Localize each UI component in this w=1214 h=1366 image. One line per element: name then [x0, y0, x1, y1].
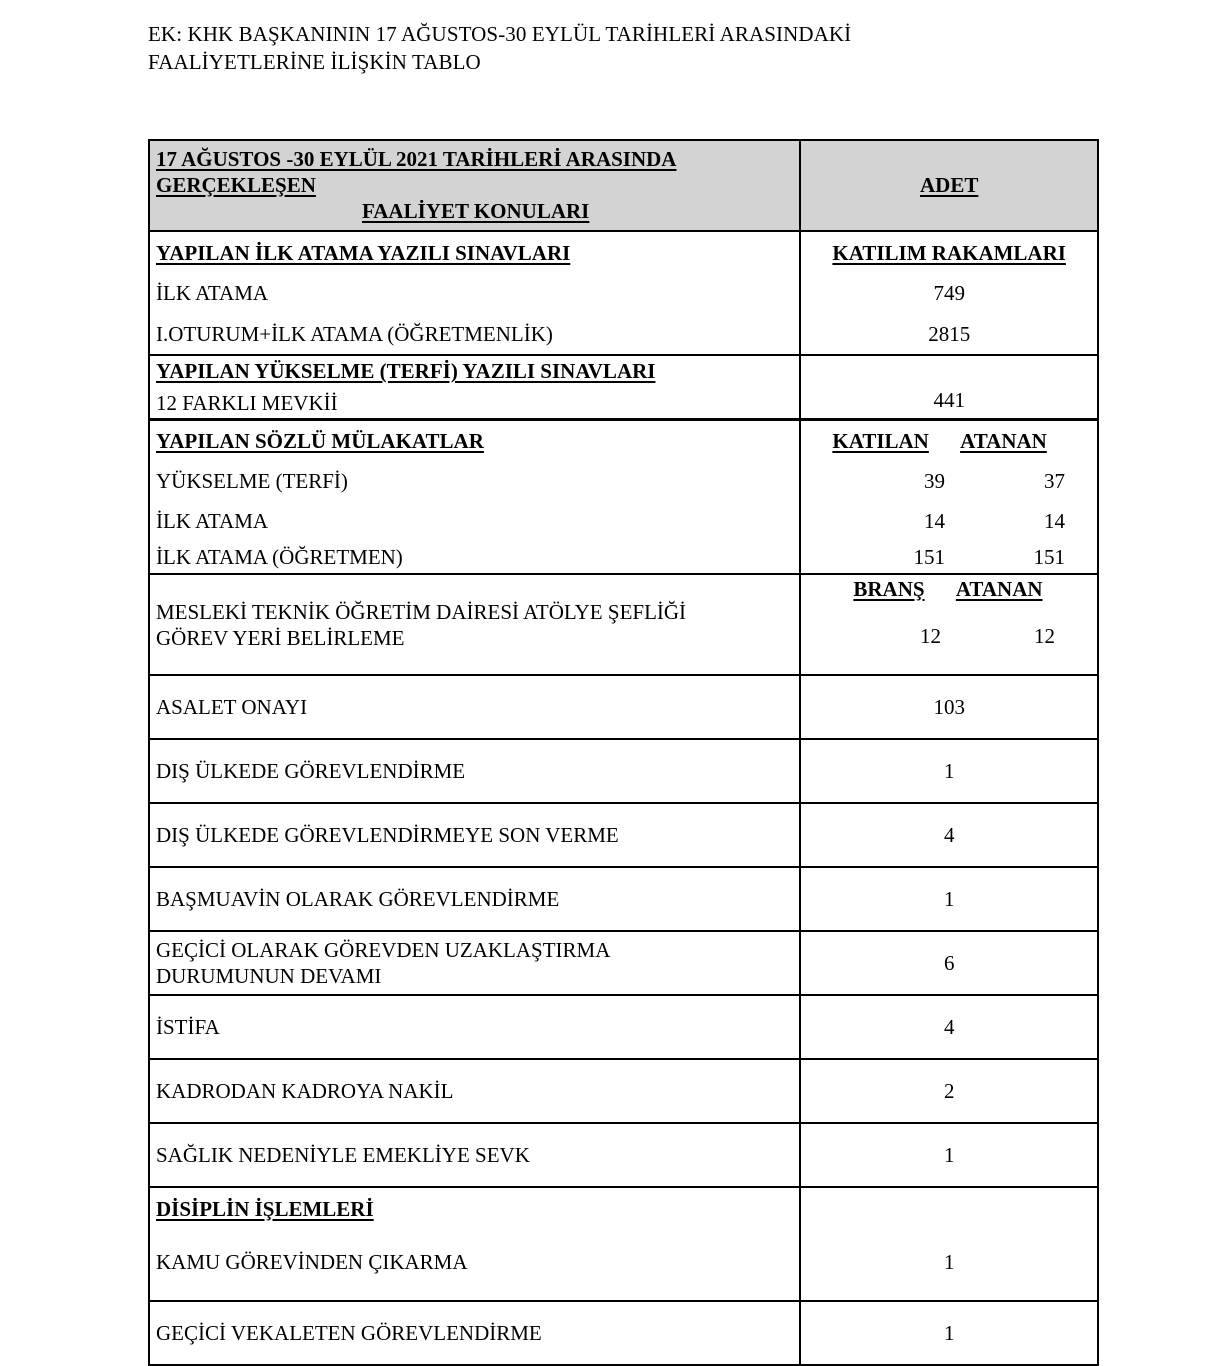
section-written-first-appointment: [149, 231, 1098, 355]
row-label: İLK ATAMA (ÖĞRETMEN): [156, 545, 403, 569]
column-header-brans: BRANŞ: [853, 577, 925, 601]
row-values: 12 12: [920, 624, 1055, 648]
row-label: İLK ATAMA: [156, 281, 269, 305]
row-value: 1: [800, 867, 1098, 931]
row-value: 1: [800, 739, 1098, 803]
table-header-row: [149, 140, 1098, 231]
header-line-2: GERÇEKLEŞEN: [156, 173, 316, 197]
section-discipline: [149, 1187, 1098, 1301]
row-label: SAĞLIK NEDENİYLE EMEKLİYE SEVK: [149, 1123, 800, 1187]
row-label-line-1: GEÇİCİ OLARAK GÖREVDEN UZAKLAŞTIRMA: [156, 938, 611, 962]
section-title: YAPILAN İLK ATAMA YAZILI SINAVLARI: [156, 241, 571, 265]
table-row: [149, 1301, 1098, 1365]
title-line-1: EK: KHK BAŞKANININ 17 AĞUSTOS-30 EYLÜL TARİHLERİ ARASINDAKİ: [148, 22, 852, 46]
row-values: 14 14: [924, 509, 1065, 533]
row-value: 441: [933, 388, 965, 412]
row-label: DIŞ ÜLKEDE GÖREVLENDİRME: [149, 739, 800, 803]
row-label: KAMU GÖREVİNDEN ÇIKARMA: [156, 1250, 468, 1274]
row-values: 39 37: [924, 469, 1065, 493]
row-values: 151 151: [913, 545, 1065, 569]
row-value: 6: [800, 931, 1098, 995]
row-label: YÜKSELME (TERFİ): [156, 469, 348, 493]
row-value: 1: [800, 1301, 1098, 1365]
row-value: 749: [933, 281, 965, 305]
row-value: 4: [800, 995, 1098, 1059]
section-workshop-assignment: [149, 574, 1098, 675]
row-label: İLK ATAMA: [156, 509, 269, 533]
section-title: YAPILAN YÜKSELME (TERFİ) YAZILI SINAVLARI: [156, 359, 656, 383]
section-title: DİSİPLİN İŞLEMLERİ: [156, 1197, 374, 1221]
table-row: [149, 739, 1098, 803]
header-count-cell: [800, 140, 1098, 231]
row-label: İSTİFA: [149, 995, 800, 1059]
row-label-line-2: GÖREV YERİ BELİRLEME: [156, 626, 405, 650]
row-value: 2815: [928, 322, 971, 346]
title-line-2: FAALİYETLERİNE İLİŞKİN TABLO: [148, 50, 481, 74]
row-value: 103: [800, 675, 1098, 739]
table-row: [149, 1059, 1098, 1123]
table-row: [149, 803, 1098, 867]
table-row: [149, 995, 1098, 1059]
table-row: [149, 867, 1098, 931]
section-title: YAPILAN SÖZLÜ MÜLAKATLAR: [156, 429, 484, 453]
row-label: DIŞ ÜLKEDE GÖREVLENDİRMEYE SON VERME: [149, 803, 800, 867]
table-row: [149, 931, 1098, 995]
header-line-3: FAALİYET KONULARI: [362, 199, 590, 223]
column-header-participation: KATILIM RAKAMLARI: [832, 241, 1066, 265]
row-value: 1: [800, 1123, 1098, 1187]
row-label-line-2: DURUMUNUN DEVAMI: [156, 964, 382, 988]
section-oral-interviews: [149, 420, 1098, 575]
header-adet: ADET: [920, 173, 979, 197]
row-label-line-1: MESLEKİ TEKNİK ÖĞRETİM DAİRESİ ATÖLYE ŞEFLİĞİ: [156, 600, 687, 624]
row-value: 2: [800, 1059, 1098, 1123]
row-label: ASALET ONAYI: [149, 675, 800, 739]
row-label: GEÇİCİ VEKALETEN GÖREVLENDİRME: [149, 1301, 800, 1365]
column-header-katilan: KATILAN: [832, 429, 929, 453]
table-row: [149, 1123, 1098, 1187]
activities-table: [148, 139, 1099, 1366]
row-label: KADRODAN KADROYA NAKİL: [149, 1059, 800, 1123]
row-value: 4: [800, 803, 1098, 867]
section-written-promotion: [149, 355, 1098, 420]
row-label: 12 FARKLI MEVKİİ: [156, 391, 338, 415]
column-header-atanan: ATANAN: [955, 577, 1043, 601]
header-subject-cell: [149, 140, 800, 231]
table-row: [149, 675, 1098, 739]
column-header-atanan: ATANAN: [960, 429, 1047, 453]
document-title: [148, 20, 1048, 76]
header-line-1: 17 AĞUSTOS -30 EYLÜL 2021 TARİHLERİ ARASINDA: [156, 147, 677, 171]
row-label: I.OTURUM+İLK ATAMA (ÖĞRETMENLİK): [156, 322, 553, 346]
row-value: 1: [943, 1250, 955, 1274]
row-label: BAŞMUAVİN OLARAK GÖREVLENDİRME: [149, 867, 800, 931]
